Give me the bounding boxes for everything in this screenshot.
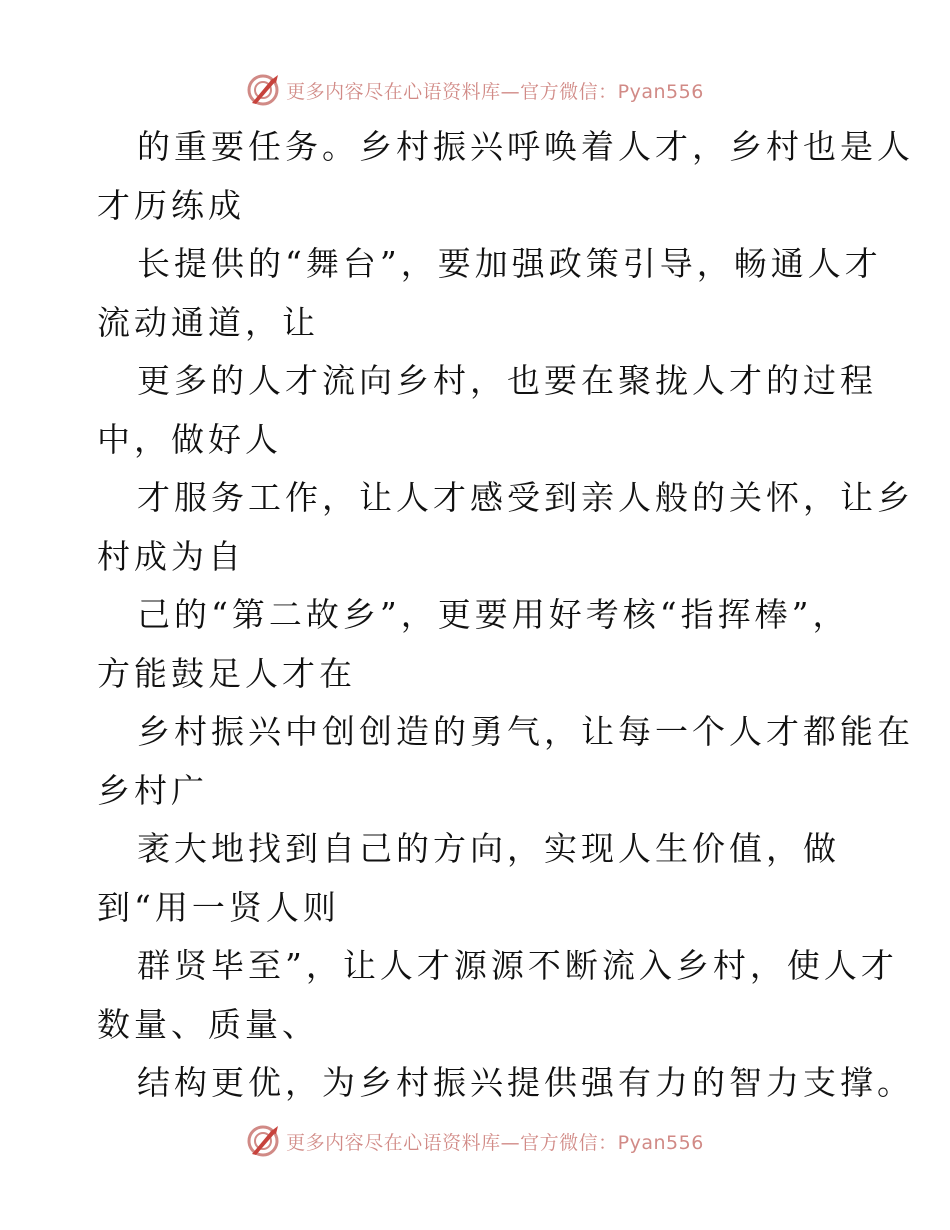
paragraph-line: 的重要任务。乡村振兴呼唤着人才，乡村也是人 [137,127,914,166]
quill-logo-icon [246,1124,280,1158]
paragraph [97,820,857,937]
paragraph [97,937,898,1054]
paragraph-line: 己的“第二故乡”，更要用好考核“指挥棒”， [137,595,850,634]
watermark-text: 更多内容尽在心语资料库—官方微信：Pyan556 [286,80,704,103]
paragraph-line: 更多的人才流向乡村，也要在聚拢人才的过程 [137,361,877,400]
paragraph [97,703,914,820]
paragraph-line: 到“用一贤人则 [97,887,340,927]
watermark-text: 更多内容尽在心语资料库—官方微信：Pyan556 [286,1131,704,1154]
paragraph-line: 长提供的“舞台”，要加强政策引导，畅通人才 [137,244,882,283]
paragraph-line: 乡村振兴中创创造的勇气，让每一个人才都能在 [137,712,914,751]
paragraph-line: 村成为自 [97,536,245,576]
paragraph [97,352,877,469]
paragraph [97,586,857,703]
paragraph-line: 方能鼓足人才在 [97,653,356,693]
paragraph-line: 结构更优，为乡村振兴提供强有力的智力支撑。 [137,1063,914,1102]
header-watermark [0,70,950,110]
paragraph-line: 群贤毕至”，让人才源源不断流入乡村，使人才 [137,946,898,985]
footer-watermark [0,1121,950,1161]
paragraph [97,1054,914,1113]
paragraph-line: 袤大地找到自己的方向，实现人生价值，做 [137,829,840,868]
paragraph-line: 流动通道，让 [97,302,319,342]
quill-logo-icon [246,73,280,107]
paragraph-line: 数量、质量、 [97,1004,319,1044]
paragraph [97,469,914,586]
paragraph [97,235,882,352]
paragraph [97,118,914,235]
paragraph-line: 乡村广 [97,770,208,810]
paragraph-line: 中，做好人 [97,419,282,459]
document-body [97,118,914,1113]
paragraph-line: 才服务工作，让人才感受到亲人般的关怀，让乡 [137,478,914,517]
paragraph-line: 才历练成 [97,185,245,225]
